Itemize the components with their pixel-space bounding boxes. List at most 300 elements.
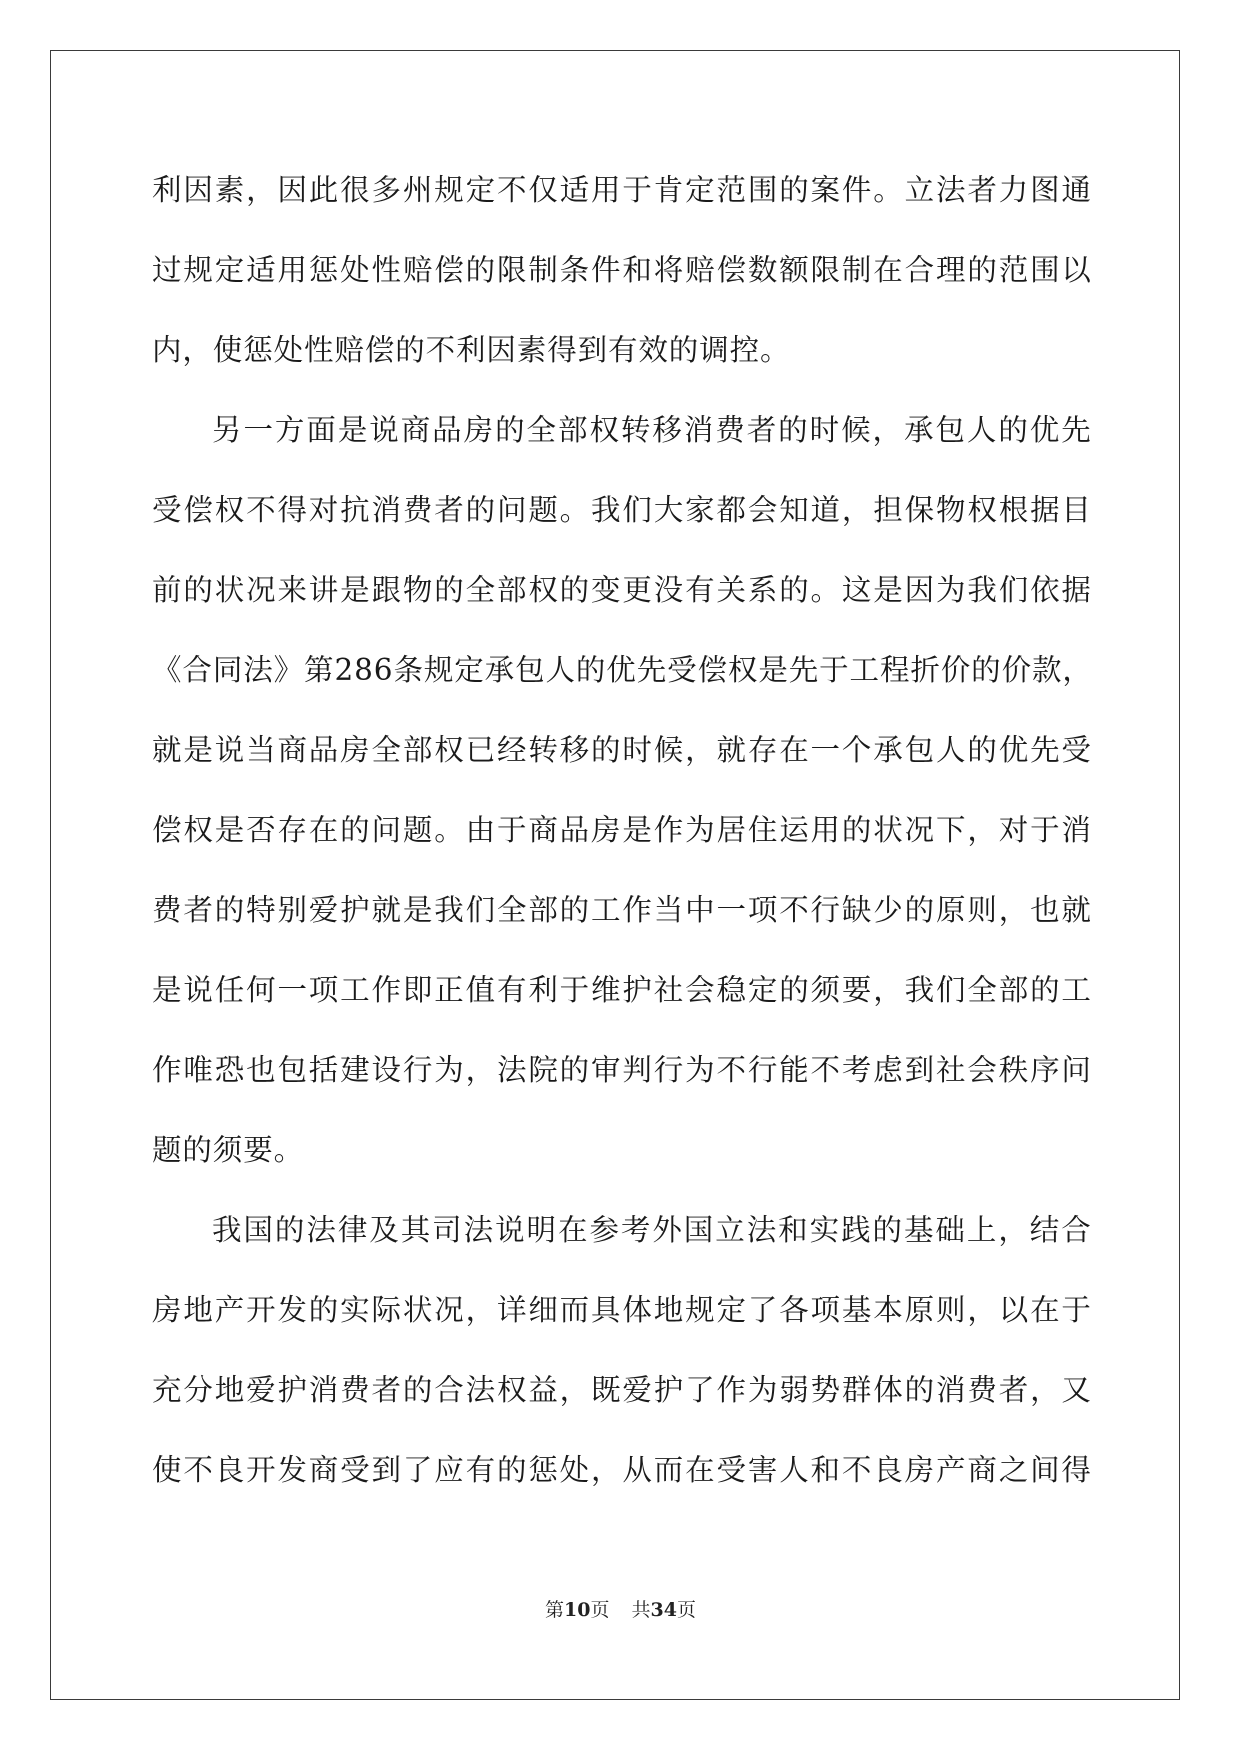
glyph: 合 (904, 253, 936, 287)
glyph: 的 (559, 1053, 591, 1087)
text-line (152, 798, 1092, 878)
glyph: 移 (559, 733, 591, 767)
glyph: 没 (653, 573, 685, 607)
glyph: 说 (214, 733, 246, 767)
glyph: 少 (873, 893, 904, 927)
glyph: 项 (810, 1293, 841, 1327)
glyph: 人 (545, 653, 576, 687)
glyph: 状 (873, 813, 904, 847)
glyph: 问 (371, 813, 402, 847)
glyph: 于 (496, 813, 528, 847)
glyph: 的 (779, 173, 810, 207)
glyph: 一 (716, 893, 747, 927)
glyph: 变 (591, 573, 622, 607)
glyph: 理 (935, 253, 967, 287)
glyph: 处 (340, 253, 371, 287)
glyph: 运 (779, 813, 810, 847)
glyph: 害 (747, 1453, 779, 1487)
glyph: 合 (1061, 1213, 1092, 1247)
glyph: 力 (998, 173, 1030, 207)
glyph: 的 (495, 413, 526, 447)
glyph: 定 (465, 173, 496, 207)
glyph: 说 (369, 413, 400, 447)
glyph: 考 (620, 1213, 652, 1247)
glyph: 时 (622, 733, 653, 767)
glyph: 权 (727, 653, 759, 687)
glyph: 优 (998, 733, 1030, 767)
glyph: 承 (484, 653, 516, 687)
text-line (152, 558, 1092, 638)
glyph: 于 (622, 173, 653, 207)
glyph: 稳 (716, 973, 747, 1007)
glyph: 全 (465, 573, 496, 607)
glyph: 工 (340, 973, 371, 1007)
glyph: 制 (528, 253, 559, 287)
glyph: 上 (966, 1213, 998, 1247)
glyph: 的 (841, 813, 873, 847)
glyph: 赔 (402, 253, 434, 287)
glyph: 际 (371, 1293, 402, 1327)
glyph: 就 (1061, 893, 1092, 927)
glyph: 者 (998, 1373, 1030, 1407)
glyph: 条 (393, 653, 424, 687)
glyph: 将 (653, 253, 685, 287)
glyph: 缺 (841, 893, 873, 927)
glyph: 不 (841, 1453, 873, 1487)
glyph: 势 (810, 1373, 841, 1407)
glyph: 工 (591, 893, 622, 927)
glyph: 依 (1030, 573, 1061, 607)
glyph: 了 (747, 1293, 779, 1327)
glyph: 《 (152, 653, 183, 687)
glyph: 候 (841, 413, 872, 447)
glyph: 房 (904, 1453, 936, 1487)
glyph: 否 (246, 813, 277, 847)
glyph: 国 (243, 1213, 274, 1247)
glyph: 也 (246, 1053, 277, 1087)
glyph: 何 (246, 973, 277, 1007)
glyph: 会 (685, 973, 716, 1007)
glyph: 的 (575, 653, 607, 687)
glyph: 因 (277, 173, 308, 207)
glyph: 说 (495, 1213, 526, 1247)
glyph: 部 (557, 413, 589, 447)
glyph: 法 (465, 1373, 496, 1407)
glyph: 者 (967, 173, 998, 207)
glyph: 法 (306, 1213, 337, 1247)
glyph: 说 (183, 973, 214, 1007)
glyph: 法 (496, 1053, 528, 1087)
glyph: 就 (371, 893, 402, 927)
glyph: 住 (747, 813, 779, 847)
glyph: 们 (998, 573, 1030, 607)
glyph: 道 (810, 493, 841, 527)
glyph: 同 (212, 653, 244, 687)
glyph: 的 (340, 813, 371, 847)
glyph: 费 (152, 893, 183, 927)
glyph: 房 (340, 733, 371, 767)
glyph: 司 (432, 1213, 463, 1247)
glyph: 权 (434, 733, 465, 767)
glyph: 者 (434, 493, 465, 527)
glyph: 为 (747, 1373, 779, 1407)
glyph: 居 (716, 813, 747, 847)
glyph: 发 (277, 1293, 308, 1327)
glyph: 在 (1030, 1293, 1061, 1327)
glyph: 群 (841, 1373, 873, 1407)
glyph: 家 (685, 493, 716, 527)
glyph: 定 (747, 973, 779, 1007)
glyph: 别 (277, 893, 308, 927)
glyph: 赔 (685, 253, 716, 287)
glyph: 我 (967, 573, 998, 607)
glyph: 护 (622, 973, 653, 1007)
glyph: 全 (496, 893, 528, 927)
total-suffix: 页 (676, 1599, 696, 1621)
glyph: 得 (1061, 1453, 1092, 1487)
glyph: 须 (810, 973, 841, 1007)
glyph: 此 (308, 173, 340, 207)
glyph: 是 (758, 653, 789, 687)
glyph: 行 (810, 893, 841, 927)
glyph: 护 (277, 1373, 308, 1407)
glyph: 良 (873, 1453, 904, 1487)
glyph: 践 (841, 1213, 872, 1247)
glyph: 的 (904, 1373, 936, 1407)
glyph: 一 (243, 413, 274, 447)
glyph: 承 (873, 733, 904, 767)
glyph: 额 (779, 253, 810, 287)
glyph: 的 (872, 1213, 903, 1247)
glyph: 先 (788, 653, 820, 687)
glyph: 惩 (528, 1453, 559, 1487)
glyph: 我 (591, 493, 622, 527)
glyph: 件 (591, 253, 622, 287)
glyph: 在 (308, 813, 340, 847)
glyph: 权 (496, 1373, 528, 1407)
glyph: 承 (903, 413, 935, 447)
glyph: 转 (620, 413, 652, 447)
glyph: 。 (873, 173, 904, 207)
glyph: 就 (716, 733, 747, 767)
glyph: 存 (277, 813, 308, 847)
glyph: 款 (1031, 653, 1063, 687)
page-number: 10 (564, 1599, 591, 1621)
text-line (152, 1438, 1092, 1518)
glyph: 折 (910, 653, 941, 687)
page-footer (0, 1595, 1241, 1622)
glyph: 审 (591, 1053, 622, 1087)
glyph: 限 (496, 253, 528, 287)
glyph: 产 (214, 1293, 246, 1327)
glyph: 充 (152, 1373, 183, 1407)
text-line (152, 1198, 1092, 1278)
glyph: 考 (841, 1053, 873, 1087)
glyph: 者 (371, 1373, 402, 1407)
glyph: 和 (810, 1453, 841, 1487)
glyph: 部 (528, 893, 559, 927)
glyph: 包 (515, 653, 546, 687)
glyph: 一 (277, 973, 308, 1007)
glyph: 人 (779, 1453, 810, 1487)
glyph: 部 (998, 973, 1030, 1007)
glyph: 各 (779, 1293, 810, 1327)
glyph: 当 (653, 893, 685, 927)
glyph: ， (873, 973, 904, 1007)
glyph: 定 (685, 173, 716, 207)
glyph: 不 (183, 1453, 214, 1487)
glyph: 即 (402, 973, 434, 1007)
glyph: 优 (606, 653, 637, 687)
glyph: 特 (246, 893, 277, 927)
glyph: 素 (214, 173, 246, 207)
glyph: 适 (246, 253, 277, 287)
page-prefix: 第 (545, 1599, 565, 1621)
glyph: 第 (304, 653, 335, 687)
glyph: 是 (402, 893, 434, 927)
glyph: 抗 (340, 493, 371, 527)
glyph: 们 (465, 893, 496, 927)
glyph: 多 (371, 173, 402, 207)
glyph: 况 (246, 573, 277, 607)
glyph: 会 (747, 493, 779, 527)
glyph: 能 (779, 1053, 810, 1087)
glyph: 者 (183, 893, 214, 927)
glyph: 项 (747, 893, 779, 927)
glyph: 目 (1061, 493, 1092, 527)
glyph: 们 (935, 973, 967, 1007)
glyph: 不 (810, 1053, 841, 1087)
glyph: 间 (1030, 1453, 1061, 1487)
text-line: 题的须要。 (152, 1133, 305, 1167)
glyph: 工 (1061, 973, 1092, 1007)
glyph: 权 (967, 493, 998, 527)
glyph: 基 (903, 1213, 935, 1247)
glyph: 益 (528, 1373, 559, 1407)
glyph: 立 (715, 1213, 746, 1247)
text-line (152, 158, 1092, 238)
glyph: 前 (152, 573, 183, 607)
glyph: 况 (434, 1293, 465, 1327)
glyph: ， (1062, 653, 1093, 687)
glyph: 是 (873, 573, 904, 607)
glyph: 了 (402, 1453, 434, 1487)
glyph: 实 (809, 1213, 841, 1247)
glyph: 的 (465, 253, 496, 287)
glyph: 费 (340, 1373, 371, 1407)
glyph: 于 (559, 973, 591, 1007)
glyph: 护 (340, 893, 371, 927)
glyph: 消 (308, 1373, 340, 1407)
glyph: ， (465, 1053, 496, 1087)
glyph: 消 (1061, 813, 1092, 847)
glyph: 良 (214, 1453, 246, 1487)
glyph: 建 (340, 1053, 371, 1087)
glyph: 体 (622, 1293, 653, 1327)
glyph: 作 (152, 1053, 183, 1087)
glyph: 是 (340, 573, 371, 607)
glyph: 和 (778, 1213, 809, 1247)
glyph: 国 (683, 1213, 715, 1247)
text-line: 内，使惩处性赔偿的不利因素得到有效的调控。 (152, 333, 791, 367)
glyph: ， (559, 1373, 591, 1407)
glyph: 用 (277, 253, 308, 287)
glyph: 工 (849, 653, 880, 687)
glyph: 之 (998, 1453, 1030, 1487)
glyph: 适 (559, 173, 591, 207)
glyph: 286 (334, 653, 394, 687)
glyph: 利 (152, 173, 183, 207)
glyph: 的 (559, 573, 591, 607)
glyph: 不 (716, 1053, 747, 1087)
glyph: 讲 (308, 573, 340, 607)
glyph: 受 (152, 493, 183, 527)
glyph: 商 (400, 413, 432, 447)
glyph: 的 (971, 653, 1002, 687)
glyph: 要 (841, 973, 873, 1007)
glyph: 图 (1030, 173, 1061, 207)
glyph: 费 (715, 413, 746, 447)
glyph: 在 (557, 1213, 589, 1247)
glyph: 惩 (308, 253, 340, 287)
glyph: 的 (402, 1373, 434, 1407)
glyph: 到 (904, 1053, 936, 1087)
glyph: 费 (402, 493, 434, 527)
glyph: ， (685, 733, 716, 767)
glyph: 状 (214, 573, 246, 607)
glyph: 过 (152, 253, 183, 287)
document-body (152, 158, 1092, 1518)
glyph: 限 (810, 253, 841, 287)
glyph: 仅 (528, 173, 559, 207)
glyph: 为 (935, 573, 967, 607)
glyph: 受 (667, 653, 698, 687)
glyph: 分 (183, 1373, 214, 1407)
glyph: 知 (779, 493, 810, 527)
glyph: 作 (622, 893, 653, 927)
glyph: 全 (967, 973, 998, 1007)
glyph: 不 (496, 173, 528, 207)
glyph: 唯 (183, 1053, 214, 1087)
glyph: 用 (810, 813, 841, 847)
glyph: 为 (685, 1053, 716, 1087)
glyph: 价 (1001, 653, 1032, 687)
glyph: 体 (873, 1373, 904, 1407)
glyph: 是 (337, 413, 369, 447)
glyph: 的 (591, 733, 622, 767)
glyph: 不 (246, 493, 277, 527)
glyph: 社 (935, 1053, 967, 1087)
glyph: 转 (528, 733, 559, 767)
glyph: 题 (402, 813, 434, 847)
glyph: 护 (653, 1373, 685, 1407)
glyph: 范 (998, 253, 1030, 287)
glyph: 房 (591, 813, 622, 847)
glyph: 于 (1061, 1293, 1092, 1327)
glyph: 条 (559, 253, 591, 287)
glyph: 。 (810, 573, 841, 607)
glyph: 消 (683, 413, 715, 447)
glyph: 规 (183, 253, 214, 287)
glyph: 围 (747, 173, 779, 207)
glyph: 则 (967, 893, 998, 927)
text-line (152, 638, 1092, 718)
glyph: 根 (998, 493, 1030, 527)
glyph: 在 (685, 1453, 716, 1487)
glyph: 房 (152, 1293, 183, 1327)
glyph: 定 (716, 1293, 747, 1327)
glyph: 的 (967, 253, 998, 287)
glyph: 判 (622, 1053, 653, 1087)
glyph: 为 (434, 1053, 465, 1087)
glyph: 实 (340, 1293, 371, 1327)
glyph: 规 (423, 653, 455, 687)
glyph: 基 (841, 1293, 873, 1327)
text-line (152, 958, 1092, 1038)
glyph: 消 (935, 1373, 967, 1407)
text-line (152, 1358, 1092, 1438)
glyph: ， (465, 1293, 496, 1327)
glyph: 案 (810, 173, 841, 207)
glyph: 原 (904, 1293, 936, 1327)
glyph: 肯 (653, 173, 685, 207)
glyph: 经 (496, 733, 528, 767)
glyph: 商 (967, 1453, 998, 1487)
glyph: 详 (496, 1293, 528, 1327)
glyph: 更 (622, 573, 653, 607)
glyph: 偿 (152, 813, 183, 847)
glyph: 的 (559, 893, 591, 927)
glyph: 包 (277, 1053, 308, 1087)
glyph: 全 (526, 413, 557, 447)
total-prefix: 共 (631, 1599, 651, 1621)
glyph: 价 (940, 653, 972, 687)
glyph: 用 (591, 173, 622, 207)
glyph: 结 (1029, 1213, 1061, 1247)
glyph: 系 (747, 573, 779, 607)
glyph: 数 (747, 253, 779, 287)
glyph: 正 (434, 973, 465, 1007)
glyph: 的 (465, 493, 496, 527)
glyph: 是 (183, 733, 214, 767)
glyph: 立 (904, 173, 936, 207)
glyph: ， (967, 813, 998, 847)
glyph: 部 (496, 573, 528, 607)
text-line (152, 878, 1092, 958)
glyph: 的 (183, 573, 214, 607)
glyph: 物 (402, 573, 434, 607)
glyph: 关 (716, 573, 747, 607)
glyph: 另 (212, 413, 243, 447)
glyph: 州 (402, 173, 434, 207)
glyph: 院 (528, 1053, 559, 1087)
glyph: ， (872, 413, 903, 447)
glyph: 来 (277, 573, 308, 607)
glyph: 商 (308, 1453, 340, 1487)
glyph: 商 (528, 813, 559, 847)
glyph: 设 (371, 1053, 402, 1087)
glyph: 偿 (183, 493, 214, 527)
glyph: 序 (1030, 1053, 1061, 1087)
glyph: 品 (432, 413, 463, 447)
glyph: 时 (809, 413, 841, 447)
glyph: 明 (526, 1213, 557, 1247)
glyph: 我 (904, 973, 936, 1007)
glyph: 的 (274, 1213, 306, 1247)
glyph: ， (246, 173, 277, 207)
glyph: 因 (183, 173, 214, 207)
glyph: 的 (779, 973, 810, 1007)
